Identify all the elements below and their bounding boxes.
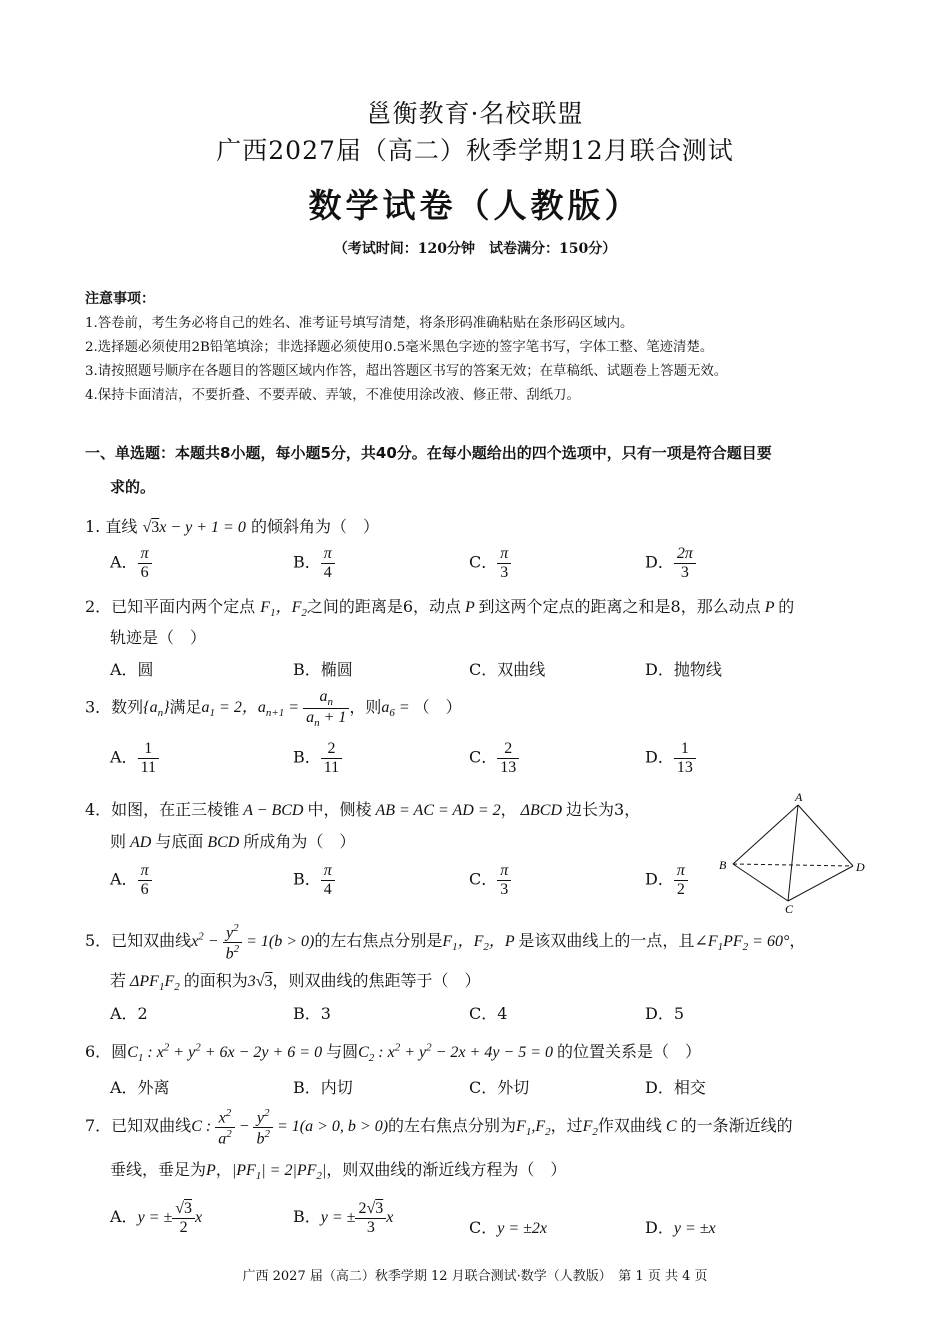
- notice-item-3: 3.请按照题号顺序在各题目的答题区域内作答，超出答题区书写的答案无效；在草稿纸、试题卷上答题无效。: [85, 364, 728, 379]
- q2-option-d: D．抛物线: [645, 660, 722, 679]
- q-text: 作双曲线: [597, 1116, 662, 1136]
- q1-option-d: D． $\frac{2\pi}{3}$: [645, 545, 696, 581]
- q-text: 的面积为: [183, 971, 248, 990]
- q-text: 则: [110, 832, 127, 851]
- q2-option-b: B．椭圆: [293, 660, 353, 679]
- q1-option-a: A． $\frac{\pi}{6}$: [110, 545, 152, 581]
- q-text: 边长为3，: [566, 800, 641, 819]
- q-text: 中，侧棱: [307, 800, 372, 819]
- question-2: [85, 594, 794, 619]
- q-text: 的倾斜角为（ ）: [250, 517, 379, 536]
- q-text: 7．已知双曲线: [85, 1116, 192, 1136]
- q-text: 2．已知平面内两个定点: [85, 597, 256, 616]
- math-expr: $x^2$ − $\frac{y^2}{b^2}$ = 1(b > 0): [191, 922, 315, 963]
- q1-option-c: C． $\frac{\pi}{3}$: [469, 545, 511, 581]
- section-heading-cont: 求的。: [110, 478, 156, 496]
- question-4: 4．如图，在正三棱锥 A − BCD 中，侧棱 AB = AC = AD = 2， ΔBCD 边长为3，: [85, 800, 641, 819]
- q6-option-c: C．外切: [469, 1078, 530, 1097]
- notice-title: 注意事项：: [85, 291, 155, 307]
- q4-line2: [110, 829, 355, 852]
- vertex-label-d: D: [856, 860, 865, 874]
- q-text: 与底面: [155, 832, 204, 851]
- q3-option-c: C． $\frac{2}{13}$: [469, 740, 519, 776]
- q5-line2: [110, 968, 481, 993]
- q-text: 的左右焦点分别为: [388, 1116, 517, 1136]
- math-expr: $C_1$ : $x^2 + y^2 + 6x - 2y + 6 = 0$: [127, 1041, 327, 1065]
- math-expr: $a_1 = 2$，$a_{n+1}$ = $\frac{a_n}{a_n + 1}$: [202, 699, 350, 716]
- question-3: [85, 688, 462, 730]
- q-text: 与圆: [326, 1042, 359, 1061]
- math-expr: √3x − y + 1 = 0: [142, 519, 246, 536]
- math-expr: $a_6$ =: [381, 699, 414, 720]
- q-text: 垂线，垂足为: [110, 1160, 207, 1179]
- q-text: 的左右焦点分别是: [314, 931, 443, 951]
- q7-option-a: A．y = ± $\frac{√3}{2}$ x: [110, 1200, 203, 1236]
- q-text: ，过: [550, 1116, 583, 1136]
- notice-item-4: 4.保持卡面清洁，不要折叠、不要弄破、弄皱，不准使用涂改液、修正带、刮纸刀。: [85, 388, 580, 403]
- tetrahedron-figure: [715, 788, 870, 918]
- q-text: 若: [110, 971, 127, 990]
- page-title: 数学试卷（人教版）: [308, 186, 642, 225]
- math-expr: P: [206, 1162, 216, 1179]
- math-var: AD: [126, 834, 156, 851]
- q5-option-b: B．3: [293, 1004, 331, 1023]
- math-expr: ΔBCD: [516, 802, 567, 819]
- q-text: 的位置关系是（ ）: [557, 1042, 702, 1061]
- question-5: 5．已知双曲线$x^2$ − $\frac{y^2}{b^2}$ = 1(b > 0)的左右焦点分别是$F_1$，$F_2$，P 是该双曲线上的一点，且$\angle F_1PF_2 = 60^\circ$，: [85, 922, 806, 963]
- math-expr: AB = AC = AD = 2: [371, 802, 501, 819]
- q7-option-b: B．y = ± $\frac{2√3}{3}$ x: [293, 1200, 394, 1236]
- q-text: 3．数列: [85, 697, 144, 717]
- q4-option-d: D． $\frac{\pi}{2}$: [645, 862, 688, 898]
- q-text: 所成角为（ ）: [243, 832, 356, 851]
- q-text: 的: [778, 597, 795, 616]
- q-text: 的一条渐近线的: [680, 1116, 793, 1136]
- math-expr: $\{a_n\}$: [143, 699, 170, 720]
- math-var: C: [661, 1118, 681, 1136]
- exam-title: 广西2027届（高二）秋季学期12月联合测试: [216, 136, 734, 165]
- q5-option-c: C．4: [469, 1004, 508, 1023]
- vertex-label-a: A: [795, 790, 803, 804]
- q-text: 5．已知双曲线: [85, 931, 192, 951]
- math-expr: $C_2$ : $x^2 + y^2 - 2x + 4y - 5 = 0$: [358, 1041, 558, 1065]
- vertex-label-c: C: [785, 902, 794, 916]
- q4-option-b: B． $\frac{\pi}{4}$: [293, 862, 335, 898]
- q4-option-c: C． $\frac{\pi}{3}$: [469, 862, 511, 898]
- q3-option-b: B． $\frac{2}{11}$: [293, 740, 342, 776]
- q6-option-b: B．内切: [293, 1078, 353, 1097]
- question-7: [85, 1107, 793, 1148]
- q-text: 是该双曲线上的一点，且: [518, 931, 695, 951]
- question-1: [85, 514, 379, 537]
- math-expr: A − BCD: [239, 802, 308, 819]
- question-6: [85, 1039, 701, 1064]
- q-text: 4．如图，在正三棱锥: [85, 800, 240, 819]
- q-text: ，则: [349, 697, 382, 717]
- exam-meta: （考试时间：120分钟 试卷满分：150分）: [333, 241, 617, 257]
- q3-option-a: A． $\frac{1}{11}$: [110, 740, 159, 776]
- math-expr: C : $\frac{x^2}{a^2}$ − $\frac{y^2}{b^2}$ = 1(a > 0, b > 0): [191, 1107, 389, 1148]
- q-text: ，则双曲线的渐近线方程为（ ）: [326, 1160, 567, 1179]
- vertex-label-b: B: [719, 858, 727, 872]
- page-footer: 广西 2027 届（高二）秋季学期 12 月联合测试·数学（人教版） 第 1 页 共 4 页: [242, 1269, 708, 1284]
- math-var: P: [461, 599, 479, 616]
- q-text: 直线: [105, 517, 138, 536]
- math-expr: $F_2$: [582, 1118, 598, 1139]
- q-num: 1.: [85, 517, 101, 536]
- q7-option-d: D．y = ±x: [645, 1218, 716, 1237]
- q2-line2: 轨迹是（ ）: [110, 628, 207, 647]
- q3-option-d: D． $\frac{1}{13}$: [645, 740, 696, 776]
- notice-item-2: 2.选择题必须使用2B铅笔填涂；非选择题必须使用0.5毫米黑色字迹的签字笔书写，字体工整、笔迹清楚。: [85, 340, 714, 355]
- math-var: P: [760, 599, 779, 616]
- q6-option-d: D．相交: [645, 1078, 706, 1097]
- math-expr: $|PF_1| = 2|PF_2|$: [231, 1162, 327, 1183]
- notice-item-1: 1.答卷前，考生务必将自己的姓名、准考证号填写清楚，将条形码准确粘贴在条形码区域内。: [85, 316, 634, 331]
- math-expr: $F_1$，$F_2$: [260, 599, 307, 620]
- q4-option-a: A． $\frac{\pi}{6}$: [110, 862, 152, 898]
- q5-option-d: D．5: [645, 1004, 685, 1023]
- q-text: 满足: [169, 697, 202, 717]
- q5-option-a: A．2: [110, 1004, 148, 1023]
- q-text: 到这两个定点的距离之和是8，那么动点: [478, 597, 761, 616]
- org-title: 邕衡教育·名校联盟: [366, 99, 584, 128]
- math-var: BCD: [203, 834, 244, 851]
- math-expr: 3√3: [247, 973, 273, 990]
- q-text: 6．圆: [85, 1042, 128, 1061]
- q-text: （ ）: [413, 697, 462, 717]
- section-heading: 一、单选题：本题共8小题，每小题5分，共40分。在每小题给出的四个选项中，只有一项是符合题目要: [85, 444, 772, 462]
- q-text: ，则双曲线的焦距等于（ ）: [272, 971, 481, 990]
- math-expr: $\angle F_1PF_2 = 60^\circ$: [694, 933, 790, 954]
- q-text: 之间的距离是6，动点: [306, 597, 462, 616]
- math-expr: $F_1$，$F_2$，P: [442, 933, 519, 954]
- math-expr: $F_1,F_2$: [516, 1118, 551, 1139]
- q1-option-b: B． $\frac{\pi}{4}$: [293, 545, 335, 581]
- q6-option-a: A．外离: [110, 1078, 170, 1097]
- q2-option-a: A．圆: [110, 660, 154, 679]
- q7-line2: 垂线，垂足为P，$|PF_1| = 2|PF_2|$，则双曲线的渐近线方程为（ ）: [110, 1160, 567, 1183]
- math-expr: $\Delta PF_1F_2$: [126, 973, 180, 994]
- q2-option-c: C．双曲线: [469, 660, 546, 679]
- q7-option-c: C．y = ±2x: [469, 1218, 548, 1237]
